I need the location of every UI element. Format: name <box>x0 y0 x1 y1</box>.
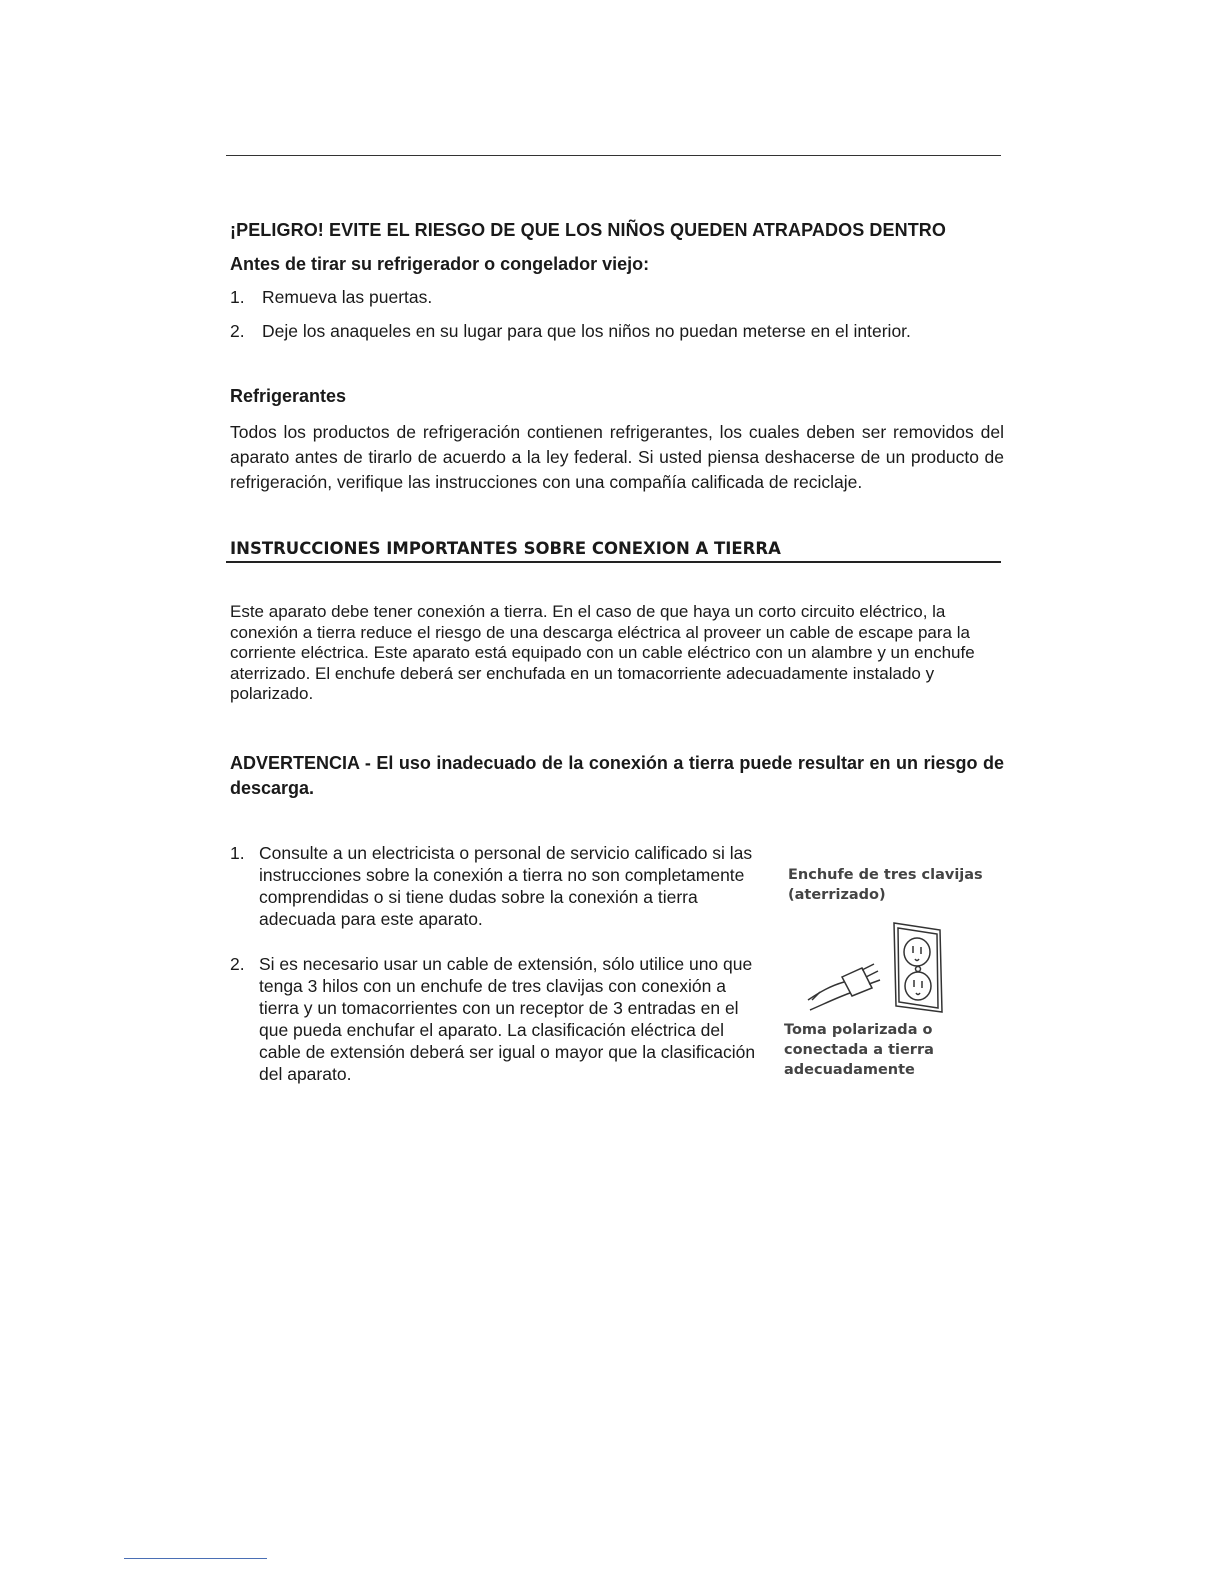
grounding-paragraph: Este aparato debe tener conexión a tierra. En el caso de que haya un corto circuito eléctrico, la conexión a tierra reduce el riesgo de una descarga eléctrica al proveer un cable de escape para la corriente eléctrica. Este aparato está equipado con un cable eléctrico con un alambre y un enchufe aterrizado. El enchufe deberá ser enchufada en un tomacorriente adecuadamente instalado y polarizado. <box>230 602 975 703</box>
grounding-heading-underline <box>226 561 1001 563</box>
list-text: Consulte a un electricista o personal de servicio calificado si las instrucciones sobre la conexión a tierra no son completamente comprendidas o si tiene dudas sobre la conexión a tierra adecuada para este aparato. <box>259 843 753 929</box>
list-text: Deje los anaqueles en su lugar para que los niños no puedan meterse en el interior. <box>262 321 911 341</box>
list-number: 1. <box>230 843 245 863</box>
footer-link-underline <box>124 1558 267 1559</box>
warning-paragraph: ADVERTENCIA - El uso inadecuado de la conexión a tierra puede resultar en un riesgo de descarga. <box>230 753 1004 798</box>
top-rule <box>226 155 1001 156</box>
plug-and-outlet-icon <box>800 920 950 1015</box>
disposal-subheading: Antes de tirar su refrigerador o congelador viejo: <box>230 254 650 274</box>
refrigerants-paragraph: Todos los productos de refrigeración contienen refrigerantes, los cuales deben ser removidos del aparato antes de tirarlo de acuerdo a la ley federal. Si usted piensa deshacerse de un producto de refrigeración, verifique las instrucciones con una compañía calificada de reciclaje. <box>230 422 1004 492</box>
grounding-heading: INSTRUCCIONES IMPORTANTES SOBRE CONEXION A TIERRA <box>230 539 781 558</box>
list-text: Remueva las puertas. <box>262 287 433 307</box>
list-text: Si es necesario usar un cable de extensión, sólo utilice uno que tenga 3 hilos con un enchufe de tres clavijas con conexión a tierra y un tomacorrientes con un receptor de 3 entradas en el que pueda enchufar el aparato. La clasificación eléctrica del cable de extensión deberá ser igual o mayor que la clasificación del aparato. <box>259 954 756 1084</box>
refrigerants-heading: Refrigerantes <box>230 386 347 406</box>
figure-caption-plug: Enchufe de tres clavijas (aterrizado) <box>788 867 983 903</box>
danger-heading: ¡PELIGRO! EVITE EL RIESGO DE QUE LOS NIÑOS QUEDEN ATRAPADOS DENTRO <box>230 220 946 240</box>
list-number: 1. <box>230 287 245 307</box>
list-number: 2. <box>230 954 245 974</box>
figure-caption-outlet: Toma polarizada o conectada a tierra adecuadamente <box>784 1022 934 1078</box>
list-number: 2. <box>230 321 245 341</box>
